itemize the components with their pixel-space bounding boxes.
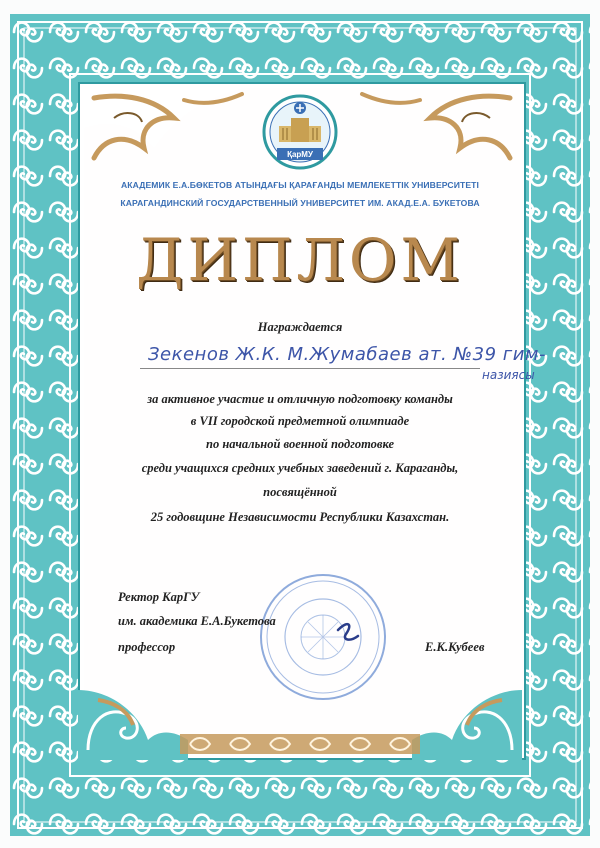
body-line-2: в VII городской предметной олимпиаде (190, 414, 410, 428)
awarded-label: Награждается (257, 320, 343, 334)
signatory-role-3: профессор (118, 640, 176, 654)
bottom-left-ornament (78, 680, 188, 760)
recipient-handwritten: Зекенов Ж.К. М.Жумабаев ат. №39 гим- (148, 344, 546, 365)
recipient-underline (140, 368, 480, 369)
body-line-5: посвящённой (263, 485, 337, 499)
body-line-3: по начальной военной подготовке (206, 437, 394, 451)
body-line-6: 25 годовщине Независимости Республики Казахстан. (150, 510, 450, 524)
university-crest-icon (261, 92, 339, 174)
crest-label: ҚарМУ (287, 150, 313, 159)
body-line-4: среди учащихся средних учебных заведений г. Караганды, (141, 461, 459, 475)
signatory-role-2: им. академика Е.А.Букетова (118, 614, 276, 628)
body-line-1: за активное участие и отличную подготовку команды (147, 392, 453, 406)
recipient-handwritten-continuation: назиясы (482, 368, 535, 382)
university-name-kz: АКАДЕМИК Е.А.БӨКЕТОВ АТЫНДАҒЫ ҚАРАҒАНДЫ МЕМЛЕКЕТТІК УНИВЕРСИТЕТІ (120, 180, 480, 190)
signatory-role-1: Ректор КарГУ (118, 590, 200, 604)
official-stamp-icon (258, 572, 388, 702)
top-right-ornament (356, 88, 520, 168)
top-left-ornament (84, 88, 244, 168)
university-name-ru: КАРАГАНДИНСКИЙ ГОСУДАРСТВЕННЫЙ УНИВЕРСИТЕТ ИМ. АКАД.Е.А. БУКЕТОВА (120, 198, 480, 208)
bottom-right-ornament (412, 680, 522, 760)
signatory-name: Е.К.Кубеев (425, 640, 485, 654)
bottom-center-ornament (180, 728, 420, 758)
diploma-title: ДИПЛОМ (136, 226, 464, 294)
